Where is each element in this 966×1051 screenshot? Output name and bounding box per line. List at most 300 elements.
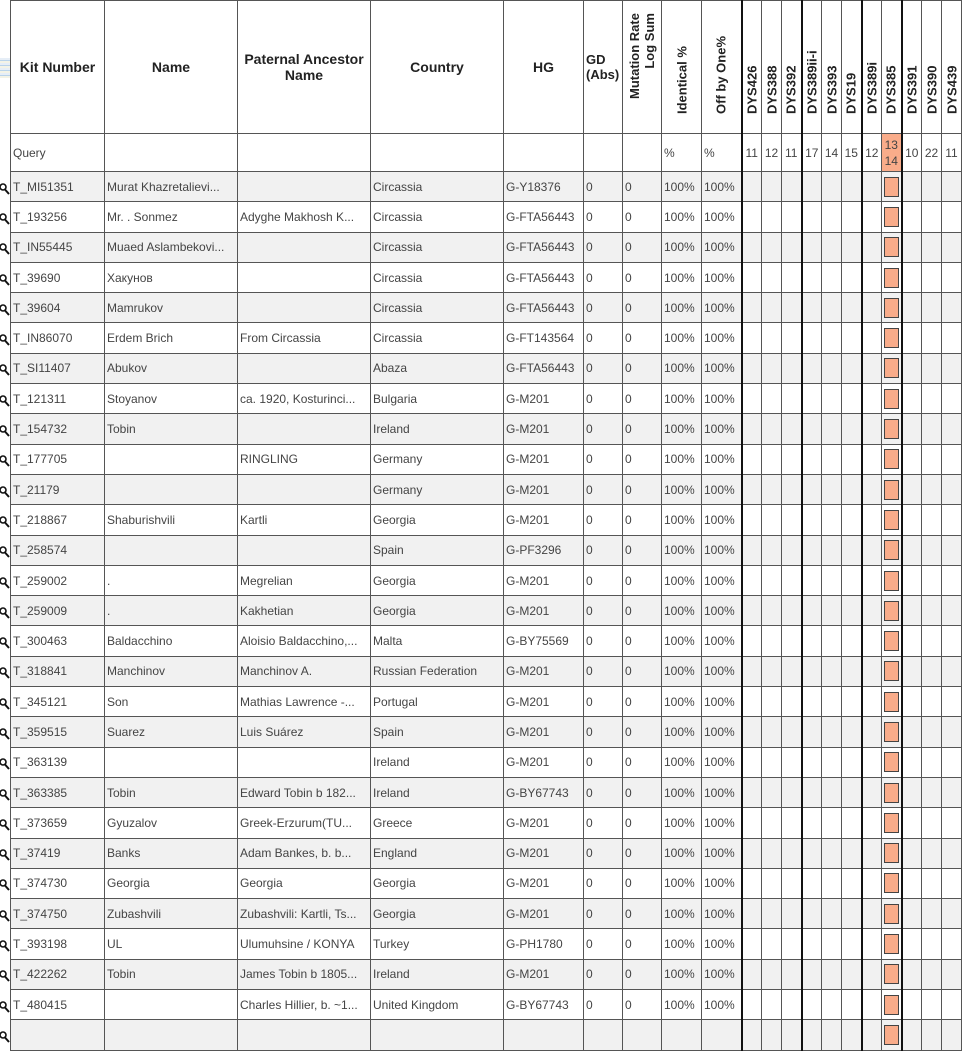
mutation-rate-line2: Log Sum [642,13,657,69]
query-marker-dys392: 11 [782,134,802,172]
cell-marker-dys390 [922,414,942,444]
cell-kit-number[interactable]: T_259009 [11,596,105,626]
cell-kit-number[interactable]: T_318841 [11,656,105,686]
cell-empty [702,1020,742,1050]
cell-marker-dys389ii-i [802,262,822,292]
cell-marker-dys388 [762,535,782,565]
cell-marker-dys385 [882,323,902,353]
cell-country: Georgia [371,899,504,929]
view-kit-search-icon[interactable] [0,333,10,347]
cell-marker-dys426 [742,777,762,807]
cell-paternal-ancestor: Adam Bankes, b. b... [238,838,371,868]
cell-mutation-rate: 0 [623,777,662,807]
cell-kit-number[interactable]: T_363385 [11,777,105,807]
cell-off-by-one-pct: 100% [702,414,742,444]
cell-marker-dys19 [842,747,862,777]
marker-highlight-swatch [884,298,899,318]
cell-marker-dys385 [882,353,902,383]
header-name[interactable]: Name [105,1,238,134]
cell-mutation-rate: 0 [623,990,662,1020]
view-kit-search-icon[interactable] [0,303,10,317]
cell-marker-dys391 [902,293,922,323]
header-marker-dys391[interactable] [902,1,922,134]
cell-kit-number[interactable]: T_422262 [11,959,105,989]
cell-marker-dys385 [882,414,902,444]
table-row[interactable] [11,232,962,262]
cell-mutation-rate: 0 [623,535,662,565]
cell-country: Georgia [371,868,504,898]
cell-name: Georgia [105,868,238,898]
cell-empty [802,1020,822,1050]
cell-marker-dys390 [922,293,942,323]
view-kit-search-icon[interactable] [0,273,10,287]
view-kit-search-icon[interactable] [0,1000,10,1014]
cell-marker-dys391 [902,262,922,292]
cell-country: Circassia [371,323,504,353]
marker-label: DYS19 [843,72,859,114]
cell-kit-number[interactable]: T_37419 [11,838,105,868]
cell-marker-dys391 [902,444,922,474]
marker-highlight-swatch [884,934,899,954]
cell-kit-number[interactable]: T_SI11407 [11,353,105,383]
cell-paternal-ancestor: Greek-Erzurum(TU... [238,808,371,838]
table-row[interactable] [11,868,962,898]
table-row[interactable] [11,384,962,414]
table-row[interactable] [11,262,962,292]
cell-mutation-rate: 0 [623,202,662,232]
cell-name [105,474,238,504]
marker-highlight-swatch [884,540,899,560]
cell-marker-dys388 [762,262,782,292]
cell-identical-pct: 100% [662,414,702,444]
cell-marker-dys392 [782,414,802,444]
cell-marker-dys385 [882,656,902,686]
cell-haplogroup: G-M201 [504,808,584,838]
cell-off-by-one-pct: 100% [702,990,742,1020]
view-kit-search-icon[interactable] [0,606,10,620]
cell-marker-dys426 [742,990,762,1020]
cell-paternal-ancestor: ca. 1920, Kosturinci... [238,384,371,414]
cell-identical-pct: 100% [662,353,702,383]
cell-marker-dys388 [762,747,782,777]
cell-off-by-one-pct: 100% [702,353,742,383]
cell-haplogroup: G-M201 [504,959,584,989]
cell-marker-dys439 [942,596,962,626]
cell-kit-number[interactable]: T_259002 [11,565,105,595]
view-kit-search-icon[interactable] [0,182,10,196]
cell-identical-pct: 100% [662,626,702,656]
table-row[interactable] [11,505,962,535]
cell-marker-dys389i [862,596,882,626]
view-kit-search-icon[interactable] [0,757,10,771]
cell-marker-dys426 [742,868,762,898]
table-row[interactable] [11,323,962,353]
cell-marker-dys389ii-i [802,868,822,898]
view-kit-search-icon[interactable] [0,454,10,468]
cell-marker-dys392 [782,535,802,565]
cell-identical-pct: 100% [662,838,702,868]
header-marker-dys19[interactable] [842,1,862,134]
cell-marker-dys389ii-i [802,990,822,1020]
cell-marker-dys391 [902,687,922,717]
cell-off-by-one-pct: 100% [702,687,742,717]
cell-marker-dys388 [762,414,782,444]
cell-empty [822,1020,842,1050]
cell-kit-number[interactable]: T_177705 [11,444,105,474]
cell-marker-dys390 [922,899,942,929]
table-row[interactable] [11,838,962,868]
cell-mutation-rate: 0 [623,656,662,686]
cell-name: UL [105,929,238,959]
view-kit-search-icon[interactable] [0,485,10,499]
cell-marker-dys388 [762,990,782,1020]
cell-marker-dys426 [742,747,762,777]
cell-gd-abs: 0 [584,474,623,504]
cell-mutation-rate: 0 [623,293,662,323]
table-row[interactable] [11,899,962,929]
cell-marker-dys391 [902,202,922,232]
cell-marker-dys439 [942,323,962,353]
left-gutter [0,0,10,1024]
view-kit-search-icon[interactable] [0,878,10,892]
cell-kit-number[interactable]: T_480415 [11,990,105,1020]
cell-marker-dys389i [862,535,882,565]
cell-empty [882,1020,902,1050]
cell-name: . [105,565,238,595]
marker-highlight-swatch [884,389,899,409]
view-kit-search-icon[interactable] [0,242,10,256]
cell-name: Tobin [105,959,238,989]
cell-marker-dys392 [782,202,802,232]
cell-marker-dys392 [782,929,802,959]
query-hg [504,134,584,172]
cell-haplogroup: G-FT143564 [504,323,584,353]
header-gd-abs[interactable]: GD (Abs) [584,1,623,134]
cell-marker-dys391 [902,899,922,929]
cell-marker-dys391 [902,474,922,504]
cell-marker-dys389i [862,959,882,989]
view-kit-search-icon[interactable] [0,909,10,923]
cell-kit-number[interactable]: T_345121 [11,687,105,717]
cell-gd-abs: 0 [584,414,623,444]
cell-marker-dys439 [942,262,962,292]
header-marker-dys388[interactable] [762,1,782,134]
cell-off-by-one-pct: 100% [702,262,742,292]
view-kit-search-icon[interactable] [0,1030,10,1044]
cell-haplogroup: G-FTA56443 [504,293,584,323]
cell-marker-dys426 [742,717,762,747]
cell-kit-number[interactable]: T_218867 [11,505,105,535]
table-row[interactable] [11,414,962,444]
cell-marker-dys389ii-i [802,777,822,807]
cell-kit-number[interactable]: T_39690 [11,262,105,292]
marker-highlight-swatch [884,358,899,378]
header-marker-dys439[interactable] [942,1,962,134]
cell-kit-number[interactable]: T_393198 [11,929,105,959]
header-kit-number[interactable]: Kit Number [11,1,105,134]
cell-empty [902,1020,922,1050]
cell-marker-dys389i [862,384,882,414]
cell-mutation-rate: 0 [623,899,662,929]
cell-marker-dys439 [942,444,962,474]
cell-mutation-rate: 0 [623,323,662,353]
table-row[interactable] [11,687,962,717]
header-marker-dys389ii-i[interactable] [802,1,822,134]
cell-gd-abs: 0 [584,505,623,535]
table-row[interactable] [11,444,962,474]
cell-paternal-ancestor [238,414,371,444]
cell-kit-number[interactable]: T_258574 [11,535,105,565]
marker-highlight-swatch [884,873,899,893]
cell-kit-number[interactable]: T_373659 [11,808,105,838]
table-row[interactable] [11,565,962,595]
view-kit-search-icon[interactable] [0,515,10,529]
cell-kit-number[interactable]: T_IN86070 [11,323,105,353]
cell-identical-pct: 100% [662,172,702,202]
cell-marker-dys19 [842,172,862,202]
cell-marker-dys390 [922,232,942,262]
cell-paternal-ancestor: Aloisio Baldacchino,... [238,626,371,656]
cell-marker-dys385 [882,172,902,202]
table-row[interactable] [11,626,962,656]
marker-label: DYS390 [924,65,939,114]
cell-gd-abs: 0 [584,747,623,777]
header-marker-dys426[interactable] [742,1,762,134]
cell-kit-number[interactable]: T_MI51351 [11,172,105,202]
cell-country: Georgia [371,565,504,595]
cell-marker-dys439 [942,414,962,444]
table-row[interactable] [11,293,962,323]
cell-country: Georgia [371,505,504,535]
cell-marker-dys439 [942,656,962,686]
view-kit-search-icon[interactable] [0,969,10,983]
cell-mutation-rate: 0 [623,414,662,444]
header-country[interactable]: Country [371,1,504,134]
view-kit-search-icon[interactable] [0,545,10,559]
cell-kit-number[interactable]: T_193256 [11,202,105,232]
view-kit-search-icon[interactable] [0,788,10,802]
cell-empty [922,1020,942,1050]
cell-marker-dys19 [842,353,862,383]
cell-marker-dys19 [842,899,862,929]
cell-marker-dys439 [942,929,962,959]
table-row[interactable] [11,990,962,1020]
cell-marker-dys390 [922,808,942,838]
cell-off-by-one-pct: 100% [702,929,742,959]
cell-marker-dys439 [942,687,962,717]
table-row[interactable] [11,353,962,383]
table-row[interactable] [11,474,962,504]
cell-marker-dys426 [742,535,762,565]
cell-identical-pct: 100% [662,747,702,777]
cell-kit-number[interactable]: T_374730 [11,868,105,898]
table-row[interactable] [11,596,962,626]
cell-gd-abs: 0 [584,444,623,474]
view-kit-search-icon[interactable] [0,818,10,832]
cell-marker-dys389i [862,293,882,323]
cell-marker-dys389ii-i [802,202,822,232]
table-row[interactable] [11,808,962,838]
cell-marker-dys439 [942,808,962,838]
cell-identical-pct: 100% [662,959,702,989]
cell-marker-dys393 [822,747,842,777]
cell-marker-dys389ii-i [802,323,822,353]
query-mutation-rate [623,134,662,172]
cell-kit-number[interactable]: T_21179 [11,474,105,504]
cell-kit-number[interactable]: T_IN55445 [11,232,105,262]
header-paternal-ancestor[interactable]: Paternal Ancestor Name [238,1,371,134]
table-row[interactable] [11,202,962,232]
cell-kit-number[interactable]: T_154732 [11,414,105,444]
cell-marker-dys388 [762,868,782,898]
cell-marker-dys388 [762,474,782,504]
cell-gd-abs: 0 [584,262,623,292]
cell-identical-pct: 100% [662,929,702,959]
cell-haplogroup: G-M201 [504,747,584,777]
cell-mutation-rate: 0 [623,565,662,595]
cell-marker-dys19 [842,626,862,656]
table-row[interactable] [11,656,962,686]
cell-paternal-ancestor: Kakhetian [238,596,371,626]
marker-highlight-swatch [884,904,899,924]
header-off-by-one-pct[interactable] [702,1,742,134]
view-kit-search-icon[interactable] [0,848,10,862]
cell-country: Malta [371,626,504,656]
cell-marker-dys389ii-i [802,444,822,474]
cell-marker-dys19 [842,596,862,626]
cell-kit-number[interactable]: T_300463 [11,626,105,656]
header-identical-pct[interactable] [662,1,702,134]
cell-kit-number[interactable]: T_121311 [11,384,105,414]
cell-marker-dys439 [942,474,962,504]
cell-marker-dys389i [862,990,882,1020]
cell-off-by-one-pct: 100% [702,172,742,202]
cell-marker-dys392 [782,808,802,838]
view-kit-search-icon[interactable] [0,727,10,741]
cell-name: Muaed Aslambekovi... [105,232,238,262]
cell-marker-dys393 [822,687,842,717]
cell-marker-dys388 [762,899,782,929]
cell-marker-dys426 [742,414,762,444]
cell-marker-dys391 [902,384,922,414]
cell-country: Circassia [371,232,504,262]
cell-marker-dys390 [922,384,942,414]
cell-marker-dys19 [842,838,862,868]
cell-marker-dys392 [782,626,802,656]
cell-marker-dys385 [882,959,902,989]
header-marker-dys385[interactable] [882,1,902,134]
cell-country: Ireland [371,414,504,444]
marker-label: DYS426 [744,65,760,114]
header-marker-dys393[interactable] [822,1,842,134]
cell-marker-dys389i [862,232,882,262]
cell-marker-dys19 [842,990,862,1020]
view-kit-search-icon[interactable] [0,394,10,408]
cell-mutation-rate: 0 [623,838,662,868]
view-kit-search-icon[interactable] [0,666,10,680]
cell-country: Germany [371,474,504,504]
cell-marker-dys389i [862,656,882,686]
cell-marker-dys393 [822,505,842,535]
view-kit-search-icon[interactable] [0,212,10,226]
cell-marker-dys426 [742,202,762,232]
cell-name: Хакунов [105,262,238,292]
table-row[interactable] [11,747,962,777]
cell-marker-dys385 [882,565,902,595]
cell-haplogroup: G-M201 [504,505,584,535]
table-row[interactable] [11,717,962,747]
table-row[interactable] [11,777,962,807]
cell-kit-number[interactable]: T_359515 [11,717,105,747]
view-kit-search-icon[interactable] [0,939,10,953]
cell-marker-dys393 [822,777,842,807]
table-row[interactable] [11,929,962,959]
cell-marker-dys390 [922,929,942,959]
view-kit-search-icon[interactable] [0,636,10,650]
view-kit-search-icon[interactable] [0,424,10,438]
cell-marker-dys426 [742,293,762,323]
cell-marker-dys389i [862,505,882,535]
cell-marker-dys19 [842,444,862,474]
cell-identical-pct: 100% [662,990,702,1020]
cell-identical-pct: 100% [662,202,702,232]
cell-marker-dys426 [742,808,762,838]
header-mutation-rate[interactable] [623,1,662,134]
table-row[interactable] [11,959,962,989]
cell-marker-dys385 [882,777,902,807]
cell-marker-dys392 [782,959,802,989]
cell-marker-dys392 [782,717,802,747]
cell-kit-number[interactable]: T_374750 [11,899,105,929]
view-kit-search-icon[interactable] [0,576,10,590]
cell-marker-dys389ii-i [802,565,822,595]
cell-empty [842,1020,862,1050]
cell-paternal-ancestor [238,172,371,202]
cell-paternal-ancestor: Edward Tobin b 182... [238,777,371,807]
cell-marker-dys391 [902,596,922,626]
cell-empty [762,1020,782,1050]
cell-marker-dys389i [862,777,882,807]
header-hg[interactable]: HG [504,1,584,134]
table-row[interactable] [11,535,962,565]
cell-kit-number[interactable]: T_363139 [11,747,105,777]
cell-marker-dys389i [862,808,882,838]
cell-name: Murat Khazretalievi... [105,172,238,202]
cell-marker-dys439 [942,747,962,777]
cell-marker-dys389i [862,323,882,353]
cell-identical-pct: 100% [662,899,702,929]
cell-marker-dys392 [782,323,802,353]
view-kit-search-icon[interactable] [0,363,10,377]
cell-off-by-one-pct: 100% [702,656,742,686]
cell-marker-dys426 [742,565,762,595]
view-kit-search-icon[interactable] [0,697,10,711]
header-marker-dys389i[interactable] [862,1,882,134]
header-marker-dys392[interactable] [782,1,802,134]
cell-name [105,444,238,474]
cell-paternal-ancestor: Zubashvili: Kartli, Ts... [238,899,371,929]
marker-highlight-swatch [884,631,899,651]
cell-marker-dys19 [842,474,862,504]
cell-marker-dys392 [782,172,802,202]
cell-off-by-one-pct: 100% [702,202,742,232]
table-row[interactable] [11,172,962,202]
cell-kit-number[interactable]: T_39604 [11,293,105,323]
cell-identical-pct: 100% [662,232,702,262]
cell-identical-pct: 100% [662,687,702,717]
header-marker-dys390[interactable] [922,1,942,134]
marker-highlight-swatch [884,752,899,772]
